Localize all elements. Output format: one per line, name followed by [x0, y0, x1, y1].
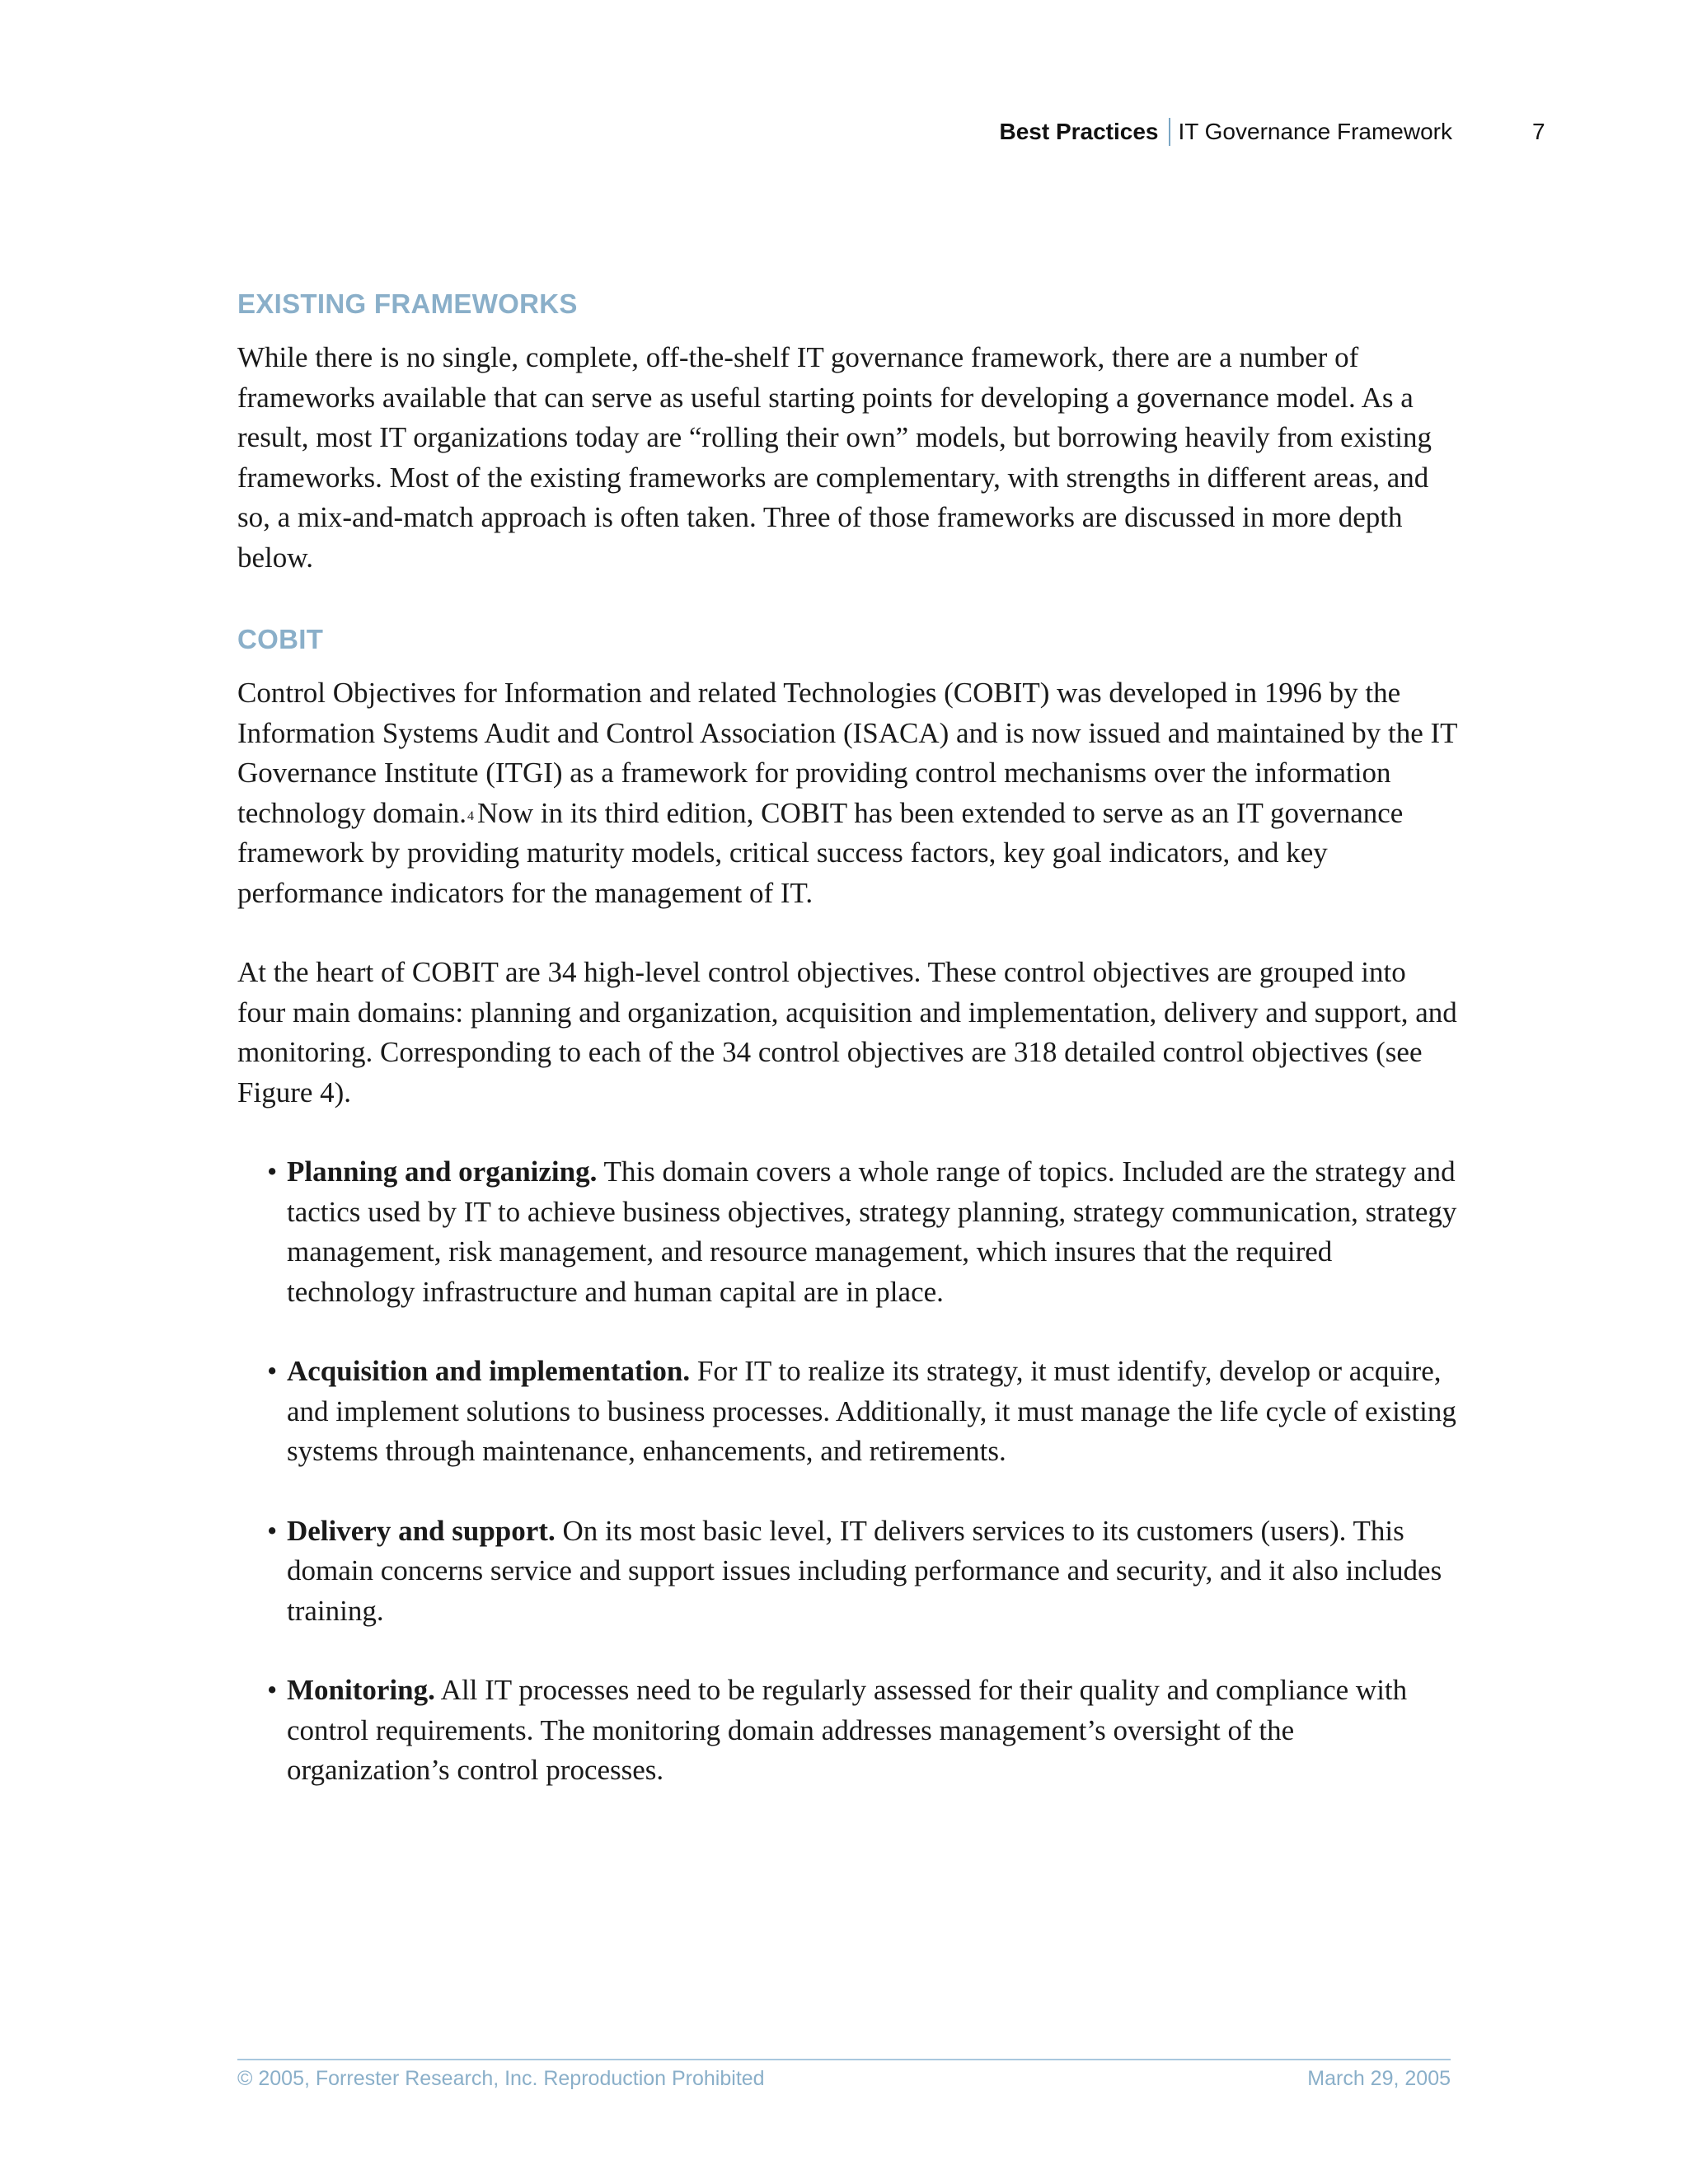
page-footer: [237, 2059, 1451, 2090]
list-item-text: For IT to realize its strategy, it must identify, develop or acquire, and implement solutions to business processes. Additionally, it must manage the life cycle of existing systems through maintenance, enhancements, and retirements.: [287, 1355, 1456, 1467]
heading-cobit: COBIT: [237, 624, 324, 654]
cobit-intro-part-a: Control Objectives for Information and related Technologies (COBIT) was developed in 1996 by the Information Systems Audit and Control Association (ISACA) and is now issued and maintained by the IT Governance Institute (ITGI) as a framework for providing control mechanisms over the information technology domain.: [237, 677, 1457, 829]
footer-date: March 29, 2005: [1307, 2067, 1451, 2090]
bullet-icon: •: [267, 1514, 278, 1547]
bullet-icon: •: [267, 1355, 278, 1387]
list-item: [267, 1152, 1457, 1312]
list-item: [267, 1671, 1457, 1791]
page-number: 7: [1532, 119, 1545, 144]
footnote-ref[interactable]: 4: [467, 808, 475, 823]
header-section: Best Practices: [999, 119, 1159, 144]
list-item: [267, 1511, 1457, 1632]
paragraph-cobit-objectives: At the heart of COBIT are 34 high-level control objectives. These control objectives are grouped into four main domains: planning and organization, acquisition and implementation, delivery and support, and monitoring. Corresponding to each of the 34 control objectives are 318 detailed control objectives (see Figure 4).: [237, 956, 1457, 1108]
heading-existing-frameworks: EXISTING FRAMEWORKS: [237, 288, 578, 319]
header-doc-title: IT Governance Framework: [1178, 119, 1452, 144]
bullet-icon: •: [267, 1155, 278, 1188]
main-content: [237, 280, 1457, 1830]
list-item-lead: Monitoring.: [287, 1674, 435, 1706]
paragraph-existing-frameworks: While there is no single, complete, off-the-shelf IT governance framework, there are a number of frameworks available that can serve as useful starting points for developing a governance model. As a result, most IT organizations today are “rolling their own” models, but borrowing heavily from existing frameworks. Most of the existing frameworks are complementary, with strengths in different areas, and so, a mix-and-match approach is often taken. Three of those frameworks are discussed in more depth below.: [237, 341, 1432, 574]
list-item-text: All IT processes need to be regularly assessed for their quality and compliance with control requirements. The monitoring domain addresses management’s oversight of the organization’s control processes.: [287, 1674, 1408, 1786]
header-title: [999, 114, 1452, 150]
cobit-intro-part-b: Now in its third edition, COBIT has been extended to serve as an IT governance framework by providing maturity models, critical success factors, key goal indicators, and key performance indicators for the management of IT.: [237, 796, 1404, 909]
page-header: [0, 114, 1688, 150]
list-item: [267, 1352, 1457, 1472]
list-item-lead: Delivery and support.: [287, 1514, 556, 1547]
header-divider: [1169, 118, 1170, 146]
domain-list: [237, 1152, 1457, 1791]
list-item-lead: Planning and organizing.: [287, 1155, 598, 1188]
list-item-text: This domain covers a whole range of topics. Included are the strategy and tactics used by IT to achieve business objectives, strategy planning, strategy communication, strategy management, risk management, and resource management, which insures that the required technology infrastructure and human capital are in place.: [287, 1155, 1457, 1308]
list-item-text: On its most basic level, IT delivers services to its customers (users). This domain concerns service and support issues including performance and security, and it also includes training.: [287, 1514, 1442, 1627]
list-item-lead: Acquisition and implementation.: [287, 1355, 691, 1387]
footer-copyright: © 2005, Forrester Research, Inc. Reproduction Prohibited: [237, 2067, 765, 2090]
bullet-icon: •: [267, 1674, 278, 1706]
paragraph-cobit-intro: [237, 673, 1457, 913]
